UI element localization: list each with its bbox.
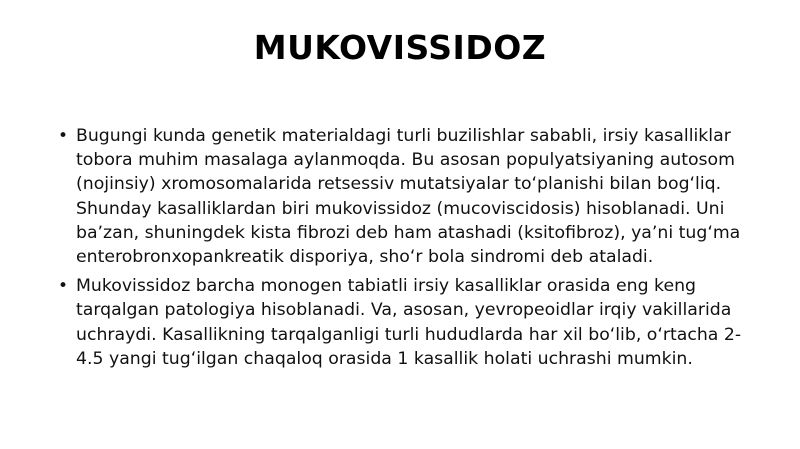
bullet-item	[58, 124, 758, 269]
slide-title: MUKOVISSIDOZ	[253, 28, 547, 67]
bullet-text: Mukovissidoz barcha monogen tabiatli irsiy kasalliklar orasida eng keng tarqalgan patologiya hisoblanadi. Va, asosan, yevropeoidlar irqiy vakillarida uchraydi. Kasallikning tarqalganligi turli hududlarda har xil boʻlib, oʻrtacha 2- 4.5 yangi tugʻilgan chaqaloq orasida 1 kasallik holati uchrashi mumkin.	[76, 276, 742, 369]
bullet-icon: •	[58, 276, 69, 297]
bullet-item	[58, 274, 758, 371]
bullet-text: Bugungi kunda genetik materialdagi turli buzilishlar sababli, irsiy kasalliklar tobora muhim masalaga aylanmoqda. Bu asosan populyatsiyaning autosom (nojinsiy) xromosomalarida retsessiv mutatsiyalar toʻplanishi bilan bogʻliq. Shunday kasalliklardan biri mukovissidoz (mucoviscidosis) hisoblanadi. Uni baʼzan, shuningdek kista fibrozi deb ham atashadi (ksitofibroz), yaʼni tugʻma enterobronxopankreatik disporiya, shoʻr bola sindromi deb ataladi.	[76, 126, 741, 268]
bullet-icon: •	[58, 126, 69, 146]
bullet-list	[58, 124, 758, 376]
